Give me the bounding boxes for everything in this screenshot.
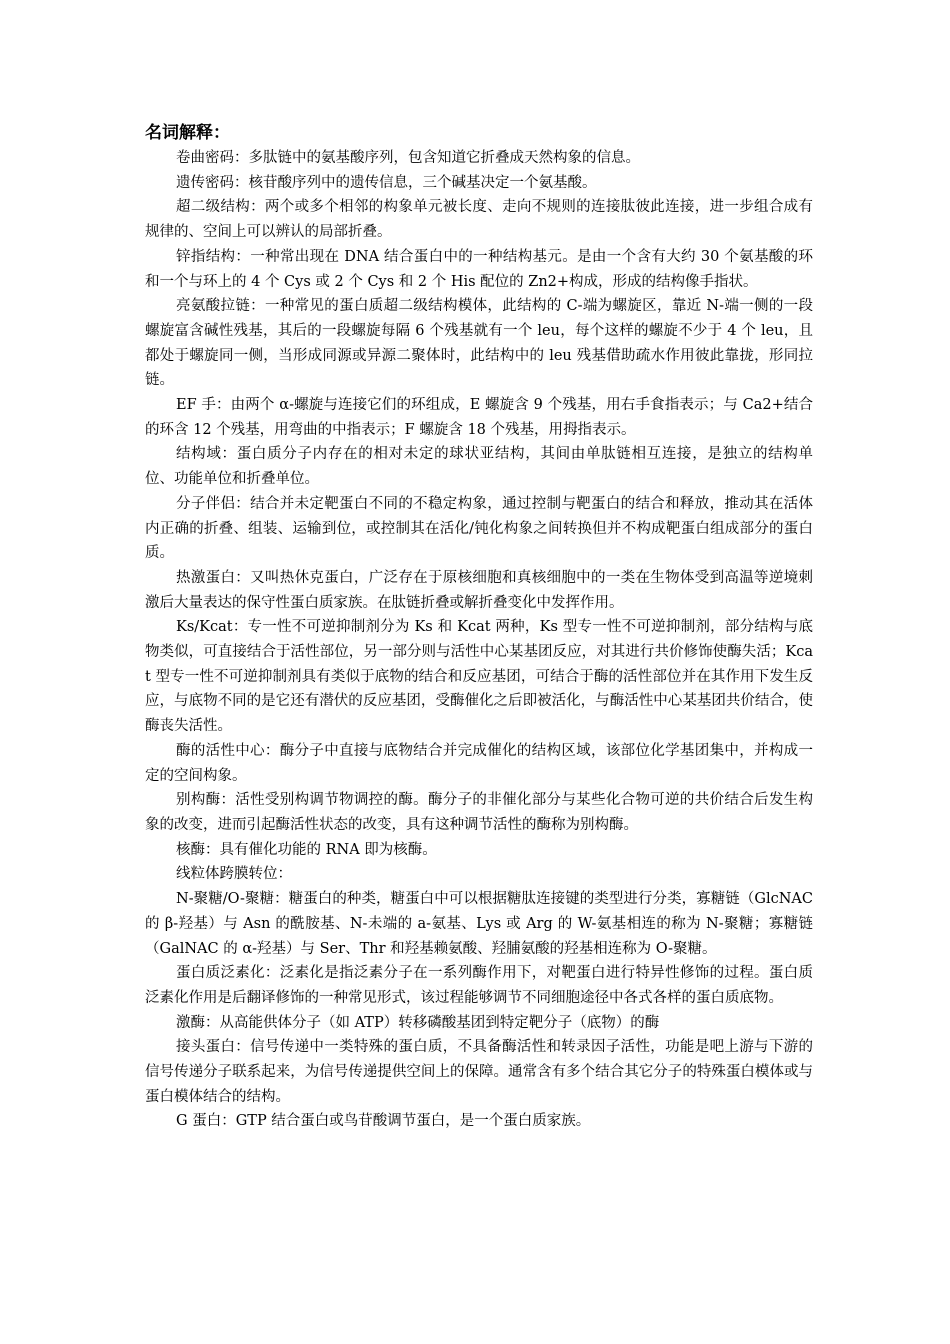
term-active-center: 酶的活性中心：酶分子中直接与底物结合并完成催化的结构区域，该部位化学基团集中，并构成一定的空间构象。 <box>145 742 813 784</box>
section-heading: 名词解释： <box>145 123 230 143</box>
term-molecular-chaperone: 分子伴侣：结合并未定靶蛋白不同的不稳定构象，通过控制与靶蛋白的结合和释放，推动其在活体内正确的折叠、组装、运输到位，或控制其在活化/钝化构象之间转换但并不构成靶蛋白组成部分的蛋白质。 <box>145 495 813 562</box>
term-kinase: 激酶：从高能供体分子（如 ATP）转移磷酸基团到特定靶分子（底物）的酶 <box>176 1014 660 1031</box>
term-g-protein: G 蛋白：GTP 结合蛋白或鸟苷酸调节蛋白，是一个蛋白质家族。 <box>176 1113 591 1130</box>
term-zinc-finger: 锌指结构：一种常出现在 DNA 结合蛋白中的一种结构基元。是由一个含有大约 30 个氨基酸的环和一个与环上的 4 个 Cys 或 2 个 Cys 和 2 个 His 配位的 Zn2+构成，形成的结构像手指状。 <box>145 248 813 290</box>
term-ef-hand: EF 手：由两个 α-螺旋与连接它们的环组成，E 螺旋含 9 个残基，用右手食指表示；与 Ca2+结合的环含 12 个残基，用弯曲的中指表示；F 螺旋含 18 个残基，用拇指表示。 <box>145 397 813 438</box>
term-allosteric-enzyme: 别构酶：活性受别构调节物调控的酶。酶分子的非催化部分与某些化合物可逆的共价结合后发生构象的改变，进而引起酶活性状态的改变，具有这种调节活性的酶称为别构酶。 <box>145 792 813 833</box>
term-ribozyme: 核酶：具有催化功能的 RNA 即为核酶。 <box>176 841 437 858</box>
term-glycans: N-聚糖/O-聚糖：糖蛋白的种类，糖蛋白中可以根据糖肽连接键的类型进行分类，寡糖链（GlcNAC 的 β-羟基）与 Asn 的酰胺基、N-未端的 a-氨基、Lys 或 Arg 的 W-氨基相连的称为 N-聚糖；寡糖链（GalNAC 的 α-羟基）与 Ser、Thr 和羟基赖氨酸、羟脯氨酸的羟基相连称为 O-聚糖。 <box>145 891 813 957</box>
term-leucine-zipper: 亮氨酸拉链：一种常见的蛋白质超二级结构模体，此结构的 C-端为螺旋区，靠近 N-端一侧的一段螺旋富含碱性残基，其后的一段螺旋每隔 6 个残基就有一个 leu，每个这样的螺旋不少于 4 个 leu，且都处于螺旋同一侧，当形成同源或异源二聚体时，此结构中的 leu 残基借助疏水作用彼此靠拢，形同拉链。 <box>145 298 813 389</box>
term-supersecondary-structure: 超二级结构：两个或多个相邻的构象单元被长度、走向不规则的连接肽彼此连接，进一步组合成有规律的、空间上可以辨认的局部折叠。 <box>145 199 813 241</box>
term-domain: 结构域：蛋白质分子内存在的相对未定的球状亚结构，其间由单肽链相互连接，是独立的结构单位、功能单位和折叠单位。 <box>145 446 813 488</box>
term-mitochondrial-translocation: 线粒体跨膜转位： <box>176 866 292 883</box>
term-coiled-code: 卷曲密码：多肽链中的氨基酸序列，包含知道它折叠成天然构象的信息。 <box>176 150 640 166</box>
term-adaptor-protein: 接头蛋白：信号传递中一类特殊的蛋白质，不具备酶活性和转录因子活性，功能是吧上游与下游的信号传递分子联系起来，为信号传递提供空间上的保障。通常含有多个结合其它分子的特殊蛋白模体或与蛋白模体结合的结构。 <box>145 1039 813 1105</box>
term-ks-kcat: Ks/Kcat：专一性不可逆抑制剂分为 Ks 和 Kcat 两种，Ks 型专一性不可逆抑制剂，部分结构与底物类似，可直接结合于活性部位，另一部分则与活性中心某基团反应，对其进行共价修饰使酶失活；Kcat 型专一性不可逆抑制剂具有类似于底物的结合和反应基团，可结合于酶的活性部位并在其作用下发生反应，与底物不同的是它还有潜伏的反应基团，受酶催化之后即被活化，与酶活性中心某基团共价结合，使酶丧失活性。 <box>145 619 813 735</box>
document-page <box>145 120 813 1134</box>
term-ubiquitination: 蛋白质泛素化：泛素化是指泛素分子在一系列酶作用下，对靶蛋白进行特异性修饰的过程。蛋白质泛素化作用是后翻译修饰的一种常见形式，该过程能够调节不同细胞途径中各式各样的蛋白质底物。 <box>145 965 813 1006</box>
term-genetic-code: 遗传密码：核苷酸序列中的遗传信息，三个碱基决定一个氨基酸。 <box>176 174 597 191</box>
term-heat-shock-protein: 热激蛋白：又叫热休克蛋白，广泛存在于原核细胞和真核细胞中的一类在生物体受到高温等逆境刺激后大量表达的保守性蛋白质家族。在肽链折叠或解折叠变化中发挥作用。 <box>145 569 813 611</box>
